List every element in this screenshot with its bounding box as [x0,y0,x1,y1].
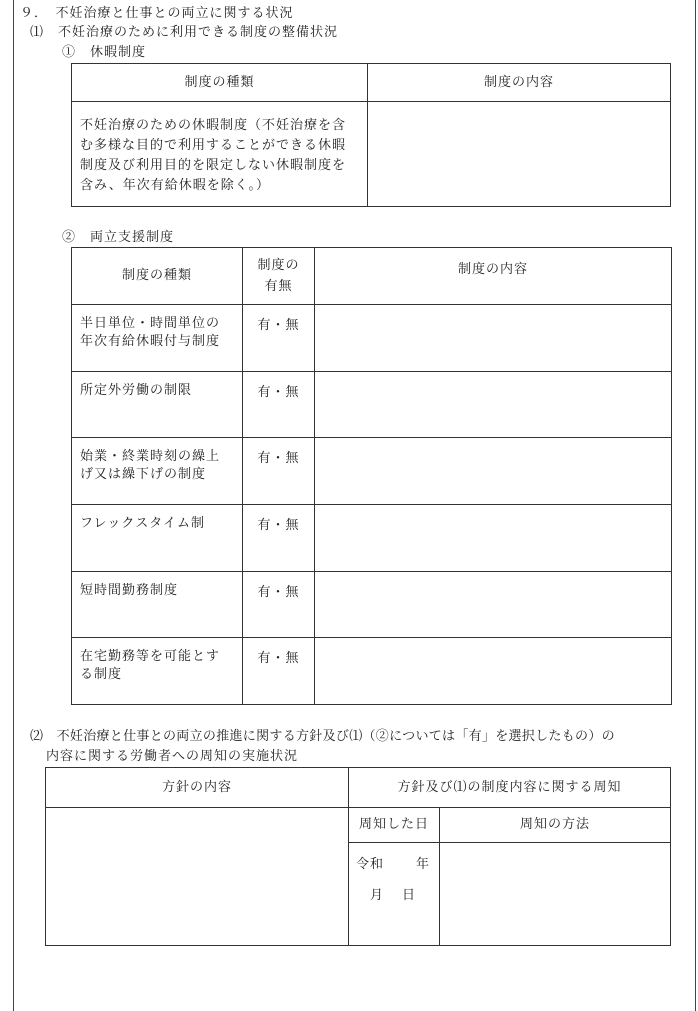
date-month-unit: 月 [370,888,385,903]
subsection-2-title-line1: ⑵ 不妊治療と仕事との両立の推進に関する方針及び⑴（②については「有」を選択したもの）の [30,729,615,744]
leave-col-type-header: 制度の種類 [72,64,368,102]
support-row-content[interactable] [315,638,672,705]
date-era: 令和 [356,857,385,872]
leave-content-cell[interactable] [368,102,671,207]
policy-content-cell[interactable] [46,808,349,946]
support-row-type: 半日単位・時間単位の 年次有給休暇付与制度 [80,316,221,349]
support-row-type: 在宅勤務等を可能とす る制度 [80,649,221,682]
support-row-avail[interactable]: 有・無 [257,585,300,600]
support-row-type: フレックスタイム制 [80,516,205,531]
support-row-type: 始業・終業時刻の繰上 げ又は繰下げの制度 [80,449,221,482]
support-row-avail[interactable]: 有・無 [257,651,300,666]
support-row-type: 短時間勤務制度 [80,583,179,598]
section-heading: ９． 不妊治療と仕事との両立に関する状況 [20,6,294,21]
leave-system-table [71,63,671,207]
notice-method-cell[interactable] [440,843,671,946]
table-row [72,572,672,638]
date-year-unit: 年 [416,857,431,872]
subsection-2-title-line2: 内容に関する労働者への周知の実施状況 [46,749,299,764]
support-system-table [71,247,672,705]
policy-notice-table [45,767,671,946]
support-row-avail[interactable]: 有・無 [257,518,300,533]
notice-date-header: 周知した日 [349,808,440,843]
leave-type-text: 不妊治療のための休暇制度（不妊治療を含 む多様な目的で利用することができる休暇 制度及び利用目的を限定しない休暇制度を 含み、年次有給休暇を除く。） [80,118,347,193]
table-row [72,438,672,505]
table-row [72,505,672,572]
support-row-content[interactable] [315,505,672,572]
table-row [72,638,672,705]
support-col-type-header: 制度の種類 [72,248,243,305]
page-border-right [695,0,696,1011]
support-col-content-label: 制度の内容 [457,262,528,277]
notice-date-cell[interactable] [349,843,440,946]
support-col-content-header [315,248,672,305]
support-row-content[interactable] [315,438,672,505]
notice-method-header: 周知の方法 [440,808,671,843]
support-row-avail[interactable]: 有・無 [257,318,300,333]
leave-system-title: ① 休暇制度 [62,45,147,60]
support-row-avail[interactable]: 有・無 [257,451,300,466]
support-row-type: 所定外労働の制限 [80,383,193,398]
support-row-content[interactable] [315,372,672,438]
table-row [72,305,672,372]
date-day-unit: 日 [402,888,417,903]
support-col-avail-header: 制度の 有無 [243,248,315,305]
leave-type-cell [72,102,368,207]
support-system-title: ② 両立支援制度 [62,230,175,245]
table-row [72,372,672,438]
leave-col-content-header: 制度の内容 [368,64,671,102]
policy-col-header: 方針の内容 [46,768,349,808]
notice-col-header: 方針及び⑴の制度内容に関する周知 [349,768,671,808]
support-row-content[interactable] [315,572,672,638]
page-border-left [13,0,14,1011]
support-row-avail[interactable]: 有・無 [257,385,300,400]
subsection-1-title: ⑴ 不妊治療のために利用できる制度の整備状況 [30,25,339,40]
support-row-content[interactable] [315,305,672,372]
